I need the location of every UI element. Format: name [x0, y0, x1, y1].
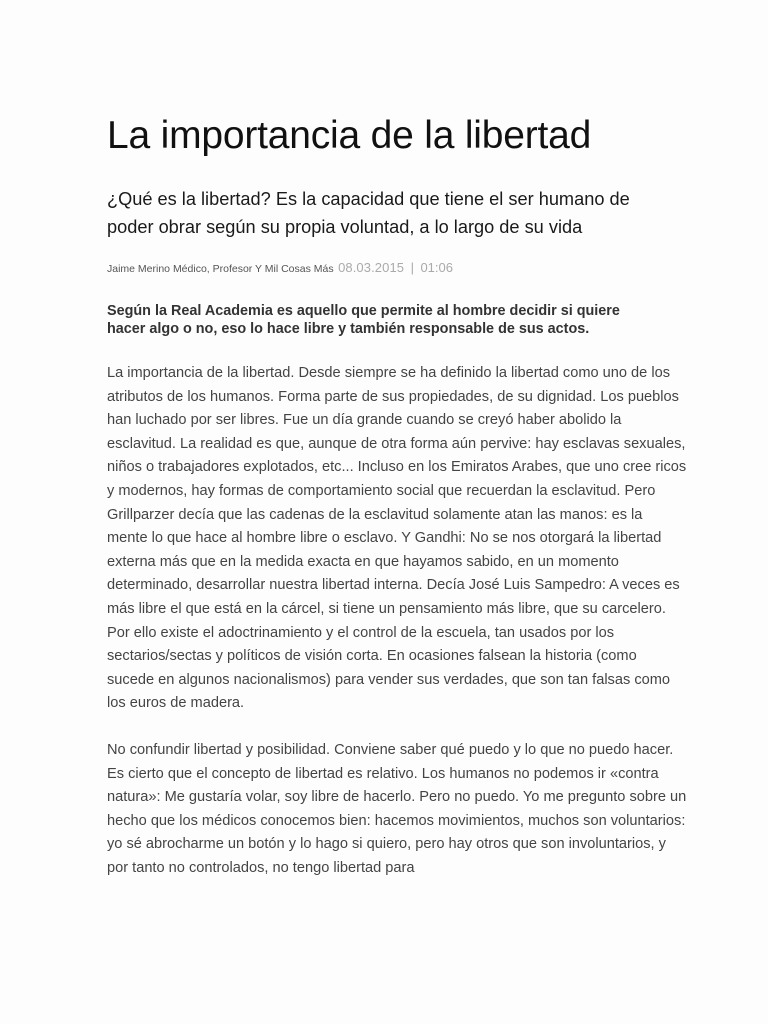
article — [107, 108, 687, 880]
date-time-separator: | — [410, 260, 414, 275]
body-paragraph: La importancia de la libertad. Desde siempre se ha definido la libertad como uno de los atributos de los humanos. Forma parte de sus propiedades, de su dignidad. Los pueblos han luchado por ser libres. Fue un día grande cuando se creyó haber abolido la esclavitud. La realidad es que, aunque de otra forma aún pervive: hay esclavas sexuales, niños o trabajadores explotados, etc... Incluso en los Emiratos Arabes, que uno cree ricos y modernos, hay formas de comportamiento social que recuerdan la esclavitud. Pero Grillparzer decía que las cadenas de la esclavitud solamente atan las manos: es la mente lo que hace al hombre libre o esclavo. Y Gandhi: No se nos otorgará la libertad externa más que en la medida exacta en que hayamos sabido, en un momento determinado, desarrollar nuestra libertad interna. Decía José Luis Sampedro: A veces es más libre el que está en la cárcel, si tiene un pensamiento más libre, que su carcelero. Por ello existe el adoctrinamiento y el control de la escuela, tan usados por los sectarios/sectas y políticos de visión corta. En ocasiones falsean la historia (como sucede en algunos nacionalismos) para vender sus verdades, que son tan falsas como los euros de madera. — [107, 365, 687, 712]
body-paragraph: No confundir libertad y posibilidad. Conviene saber qué puedo y lo que no puedo hacer. Es cierto que el concepto de libertad es relativo. Los humanos no podemos ir «contra natura»: Me gustaría volar, soy libre de hacerlo. Pero no puedo. Yo me pregunto sobre un hecho que los médicos conocemos bien: hacemos movimientos, muchos son voluntarios: yo sé abrocharme un botón y lo hago si quiero, pero hay otros que son involuntarios, y por tanto no controlados, no tengo libertad para — [107, 741, 687, 876]
article-lead: Según la Real Academia es aquello que permite al hombre decidir si quiere hacer algo o no, eso lo hace libre y también responsable de sus actos. — [107, 303, 620, 337]
article-subtitle: ¿Qué es la libertad? Es la capacidad que tiene el ser humano de poder obrar según su propia voluntad, a lo largo de su vida — [107, 189, 630, 237]
byline — [107, 257, 687, 279]
author-name: Jaime Merino Médico, Profesor Y Mil Cosas Más — [107, 263, 334, 275]
publish-time: 01:06 — [420, 260, 453, 275]
publish-date: 08.03.2015 — [338, 260, 405, 275]
article-title: La importancia de la libertad — [107, 114, 592, 157]
